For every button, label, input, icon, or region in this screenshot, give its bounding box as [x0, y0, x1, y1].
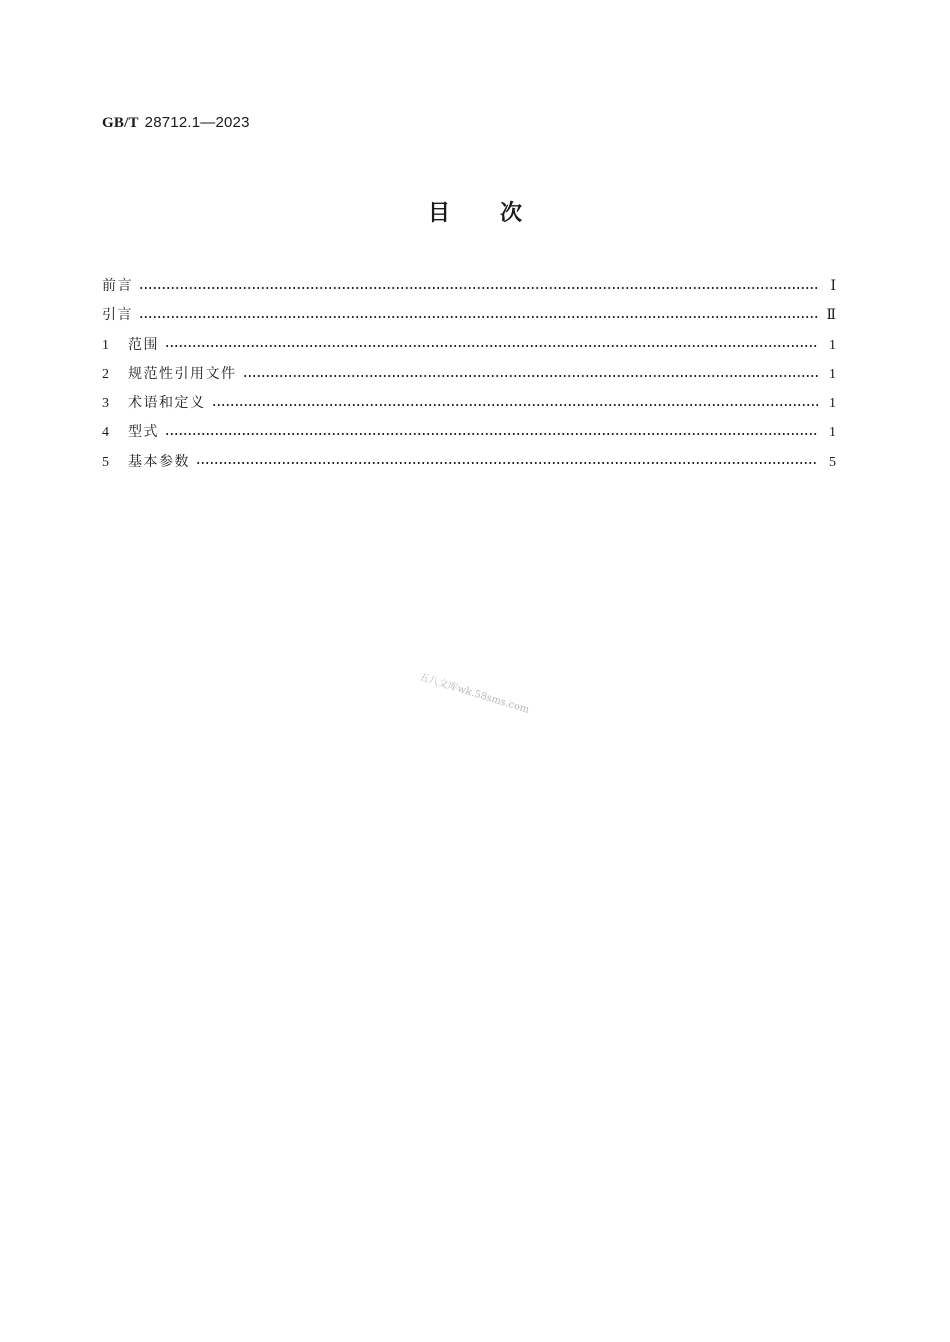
toc-entry-foreword[interactable] [102, 272, 836, 301]
toc-section-number: 5 [102, 454, 109, 470]
dot-leader [139, 287, 818, 289]
toc-page-number: Ⅱ [826, 308, 836, 324]
toc-label: 前言 [102, 278, 133, 294]
watermark: 五八文库wk.58sms.com [417, 671, 531, 716]
toc-entry-introduction[interactable] [102, 301, 836, 330]
document-code [102, 113, 250, 132]
toc-label: 基本参数 [128, 453, 190, 470]
toc-entry-normative-references[interactable] [102, 360, 836, 389]
dot-leader [212, 404, 819, 406]
toc-section-number: 1 [102, 337, 109, 353]
toc-label: 引言 [102, 307, 133, 324]
toc-label: 型式 [128, 424, 159, 441]
toc-page-number: 1 [829, 396, 836, 412]
standard-number: 28712.1—2023 [144, 114, 250, 131]
dot-leader [243, 375, 819, 377]
toc-page-number: Ⅰ [830, 279, 836, 294]
toc-label: 术语和定义 [128, 395, 206, 412]
toc-page-number: 1 [829, 425, 836, 441]
toc-page-number: 1 [829, 337, 836, 353]
toc-label: 规范性引用文件 [128, 365, 237, 382]
dot-leader [165, 345, 818, 347]
toc-page-number: 1 [829, 366, 836, 382]
dot-leader [196, 462, 818, 464]
toc-entry-terms-definitions[interactable] [102, 389, 836, 418]
toc-page-number: 5 [829, 454, 836, 470]
dot-leader [165, 433, 818, 435]
toc-section-number: 2 [102, 366, 109, 382]
standard-prefix: GB/T [102, 115, 139, 131]
table-of-contents [102, 272, 836, 477]
toc-section-number: 3 [102, 396, 109, 412]
page-title: 目次 [427, 201, 572, 226]
toc-entry-scope[interactable] [102, 331, 836, 360]
toc-section-number: 4 [102, 425, 109, 441]
toc-label: 范围 [128, 336, 159, 353]
toc-entry-basic-parameters[interactable] [102, 448, 836, 477]
dot-leader [139, 316, 818, 318]
toc-entry-types[interactable] [102, 418, 836, 447]
